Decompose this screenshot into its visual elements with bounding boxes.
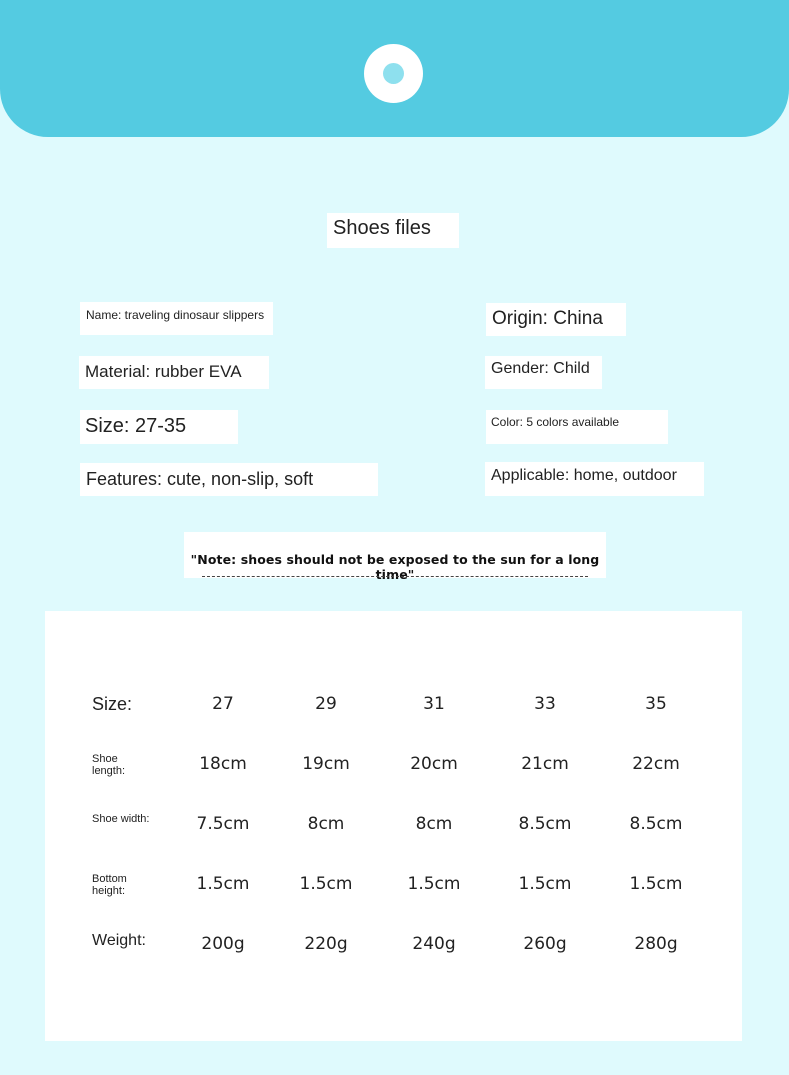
header-band: [0, 0, 789, 137]
table-cell: 33: [534, 694, 556, 714]
size-table: [45, 611, 742, 1041]
table-cell: 29: [315, 694, 337, 714]
table-cell: 260g: [523, 934, 567, 954]
table-cell: 220g: [304, 934, 348, 954]
table-cell: 1.5cm: [196, 874, 250, 894]
table-cell: 200g: [201, 934, 245, 954]
table-row: [45, 746, 742, 786]
spec-gender: Gender: Child: [485, 356, 602, 389]
table-row: [45, 686, 742, 726]
spec-size: Size: 27-35: [80, 410, 238, 444]
table-cell: 8cm: [307, 814, 345, 834]
spec-color: Color: 5 colors available: [486, 410, 668, 444]
table-cell: 18cm: [199, 754, 247, 774]
table-cell: 20cm: [410, 754, 458, 774]
hang-ring: [364, 44, 423, 103]
table-cell: 8.5cm: [518, 814, 572, 834]
table-cell: 21cm: [521, 754, 569, 774]
spec-material: Material: rubber EVA: [79, 356, 269, 389]
care-note: [184, 532, 606, 582]
table-cell: 240g: [412, 934, 456, 954]
spec-origin: Origin: China: [486, 303, 626, 336]
row-label: Weight:: [92, 932, 146, 949]
spec-features: Features: cute, non-slip, soft: [80, 463, 378, 496]
spec-applicable: Applicable: home, outdoor: [485, 462, 704, 496]
dashed-divider: [202, 576, 588, 577]
row-label: Shoe width:: [92, 813, 150, 825]
table-cell: 35: [645, 694, 667, 714]
row-label: Size:: [92, 694, 133, 714]
spec-name: Name: traveling dinosaur slippers: [80, 302, 273, 335]
table-cell: 31: [423, 694, 445, 714]
page-title: Shoes files: [327, 213, 459, 248]
table-cell: 1.5cm: [407, 874, 461, 894]
table-row: [45, 866, 742, 906]
table-cell: 280g: [634, 934, 678, 954]
table-cell: 8.5cm: [629, 814, 683, 834]
table-row: [45, 806, 742, 846]
table-cell: 1.5cm: [629, 874, 683, 894]
table-cell: 22cm: [632, 754, 680, 774]
row-label: Shoe length:: [92, 753, 126, 777]
table-cell: 8cm: [415, 814, 453, 834]
row-label: Bottom height:: [92, 873, 127, 897]
care-note-text: "Note: shoes should not be exposed to the sun for a long time": [190, 552, 600, 582]
table-row: [45, 926, 742, 966]
hang-hole-icon: [383, 63, 404, 84]
table-cell: 1.5cm: [299, 874, 353, 894]
table-cell: 1.5cm: [518, 874, 572, 894]
table-cell: 27: [212, 694, 234, 714]
table-cell: 7.5cm: [196, 814, 250, 834]
table-cell: 19cm: [302, 754, 350, 774]
